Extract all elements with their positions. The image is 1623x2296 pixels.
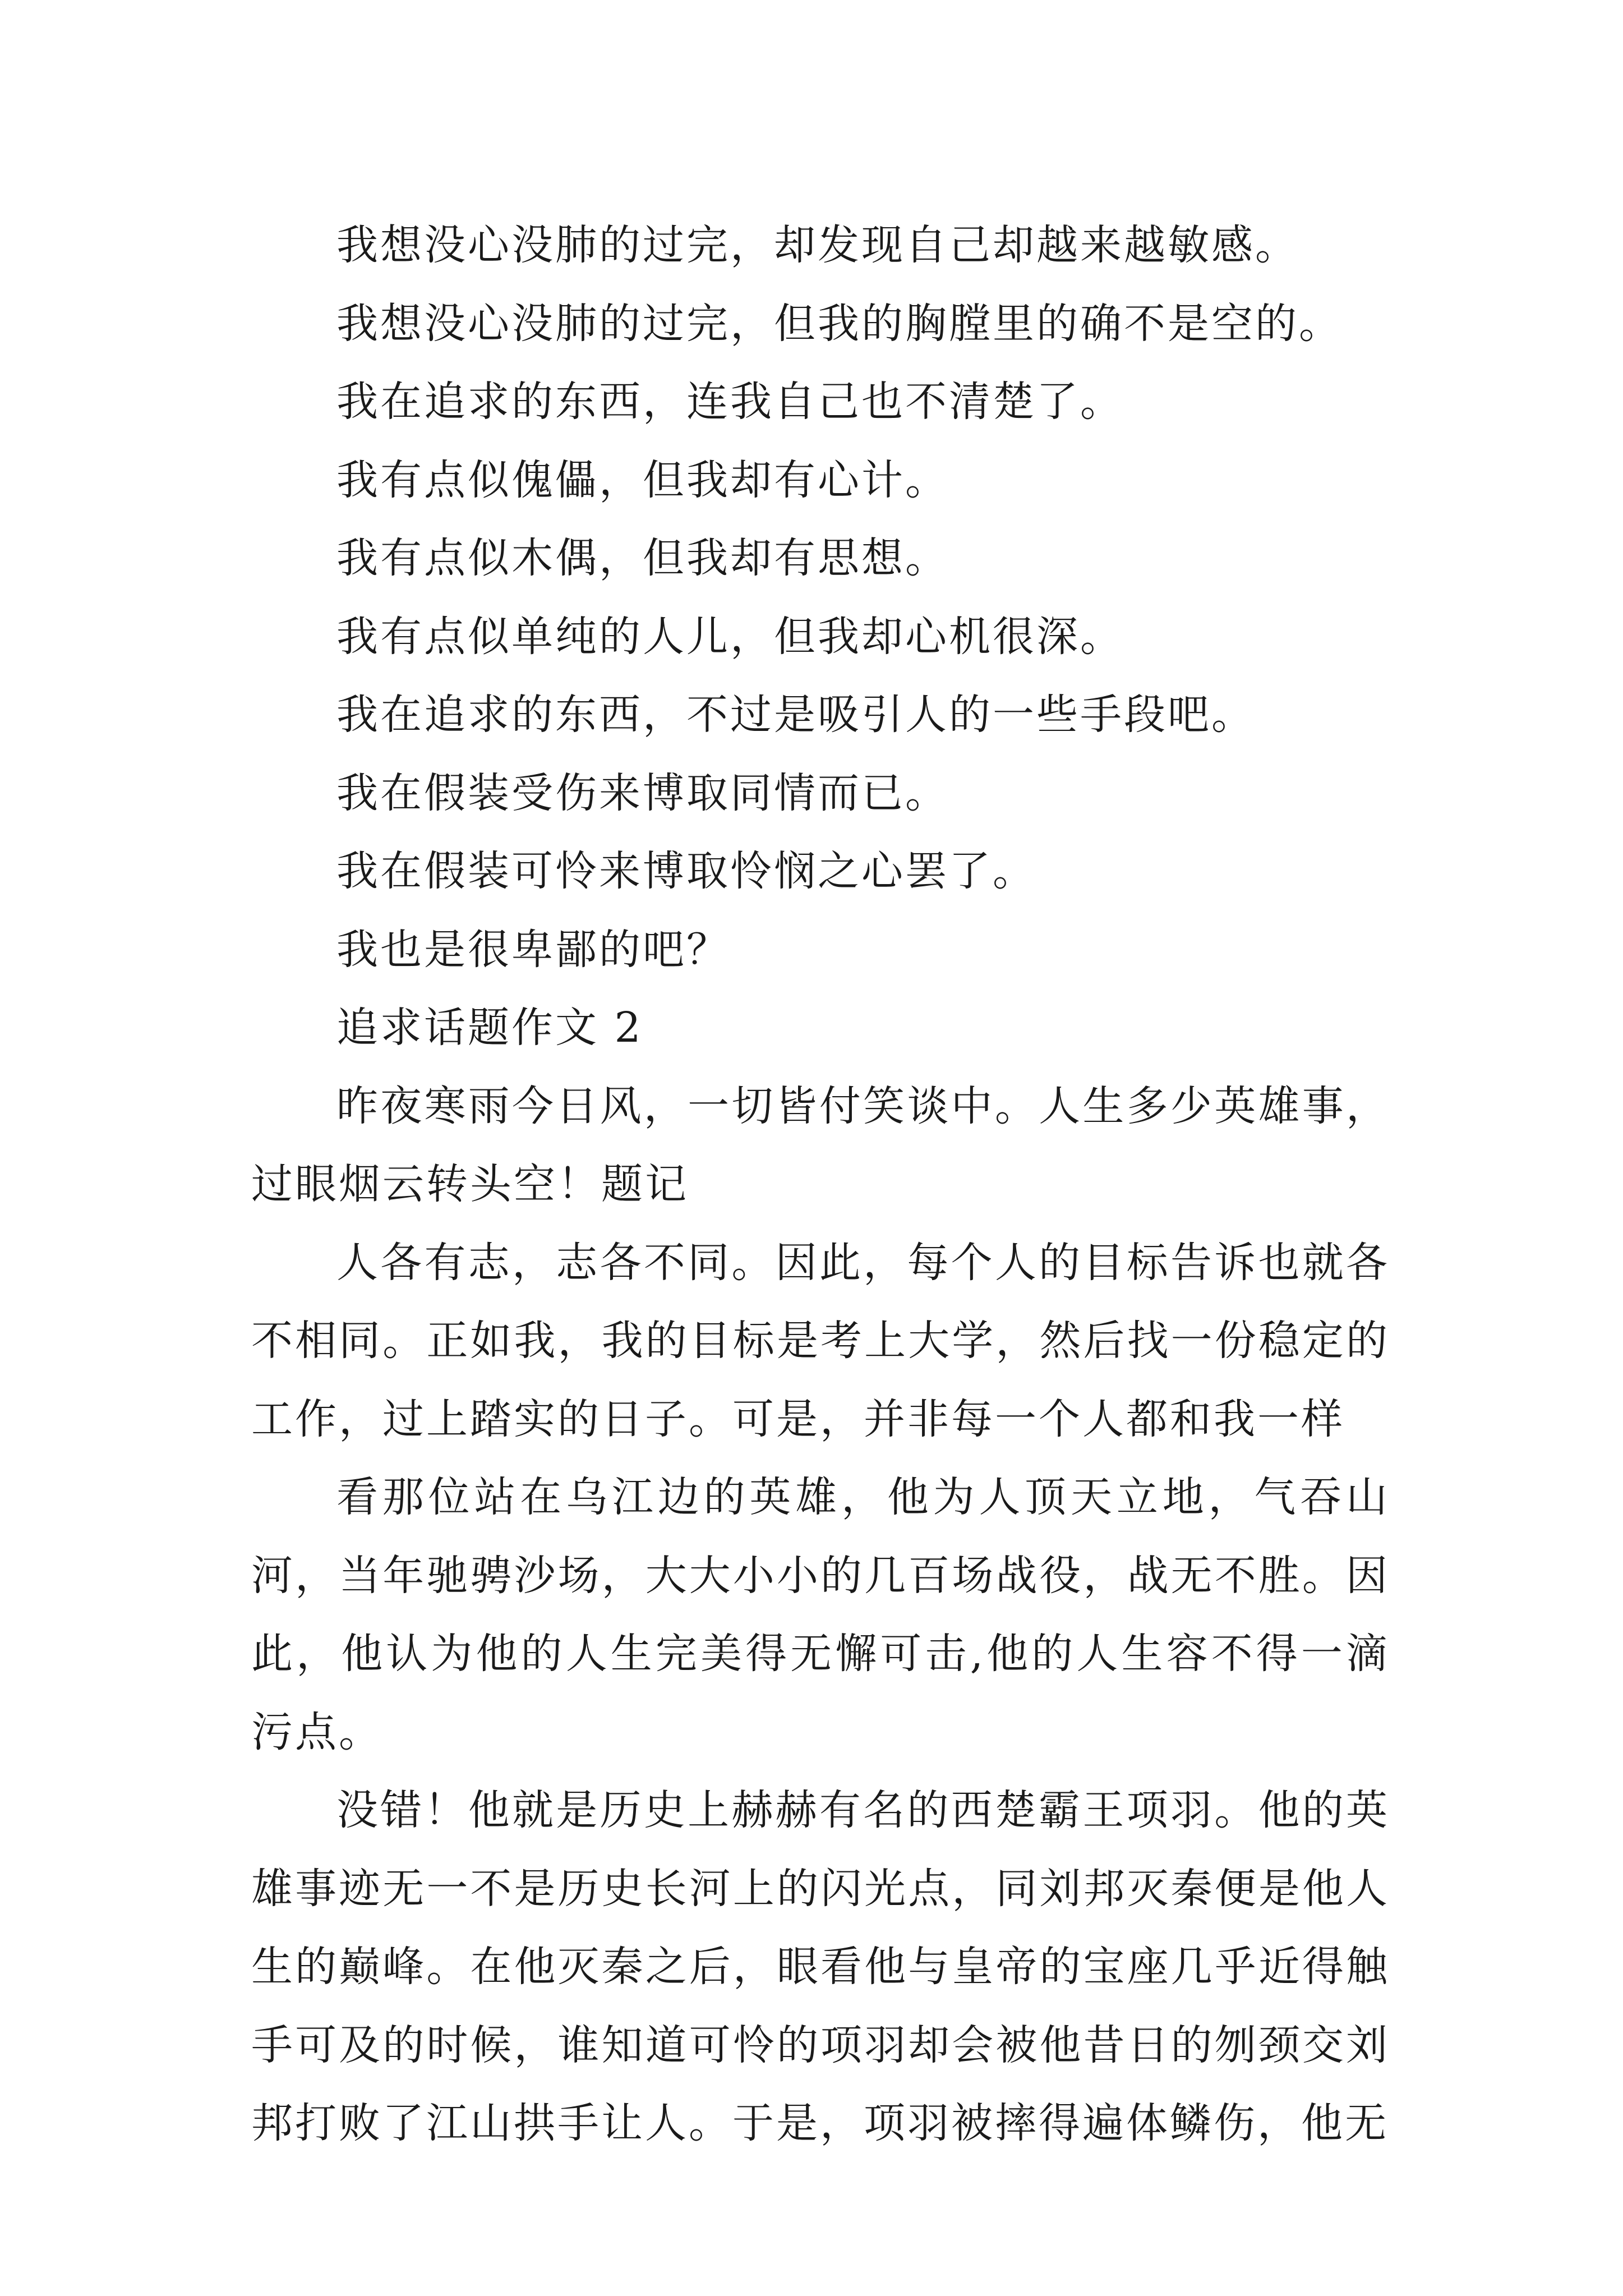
paragraph: 我想没心没肺的过完，但我的胸膛里的确不是空的。 xyxy=(336,299,1343,348)
paragraph: 我也是很卑鄙的吧？ xyxy=(336,925,730,974)
paragraph: 我在假装可怜来博取怜悯之心罢了。 xyxy=(336,847,1036,895)
paragraph: 我在假装受伤来博取同情而已。 xyxy=(336,769,949,817)
document-body xyxy=(251,206,1390,2163)
paragraph: 我在追求的东西，不过是吸引人的一些手段吧。 xyxy=(336,691,1255,739)
paragraph: 我在追求的东西，连我自己也不清楚了。 xyxy=(336,378,1124,426)
paragraph: 我有点似傀儡，但我却有心计。 xyxy=(336,455,949,504)
section-heading: 追求话题作文 2 xyxy=(336,1004,643,1052)
paragraph: 我有点似单纯的人儿，但我却心机很深。 xyxy=(336,612,1124,661)
paragraph: 没错！他就是历史上赫赫有名的西楚霸王项羽。他的英雄事迹无一不是历史长河上的闪光点，同刘邦灭秦便是他人生的巅峰。在他灭秦之后，眼看他与皇帝的宝座几乎近得触手可及的时候，谁知道可怜的项羽却会被他昔日的刎颈交刘邦打败了江山拱手让人。于是，项羽被摔得遍体鳞伤，他无 xyxy=(251,1786,1390,2147)
paragraph: 人各有志，志各不同。因此，每个人的目标告诉也就各不相同。正如我，我的目标是考上大学，然后找一份稳定的工作，过上踏实的日子。可是，并非每一个人都和我一样 xyxy=(251,1238,1390,1443)
paragraph: 我想没心没肺的过完，却发现自己却越来越敏感。 xyxy=(336,221,1299,269)
paragraph: 昨夜寒雨今日风，一切皆付笑谈中。人生多少英雄事，过眼烟云转头空！题记 xyxy=(251,1082,1390,1208)
paragraph: 我有点似木偶，但我却有思想。 xyxy=(336,534,949,582)
paragraph: 看那位站在乌江边的英雄，他为人顶天立地，气吞山河，当年驰骋沙场，大大小小的几百场战役，战无不胜。因此，他认为他的人生完美得无懈可击,他的人生容不得一滴污点。 xyxy=(251,1473,1390,1756)
